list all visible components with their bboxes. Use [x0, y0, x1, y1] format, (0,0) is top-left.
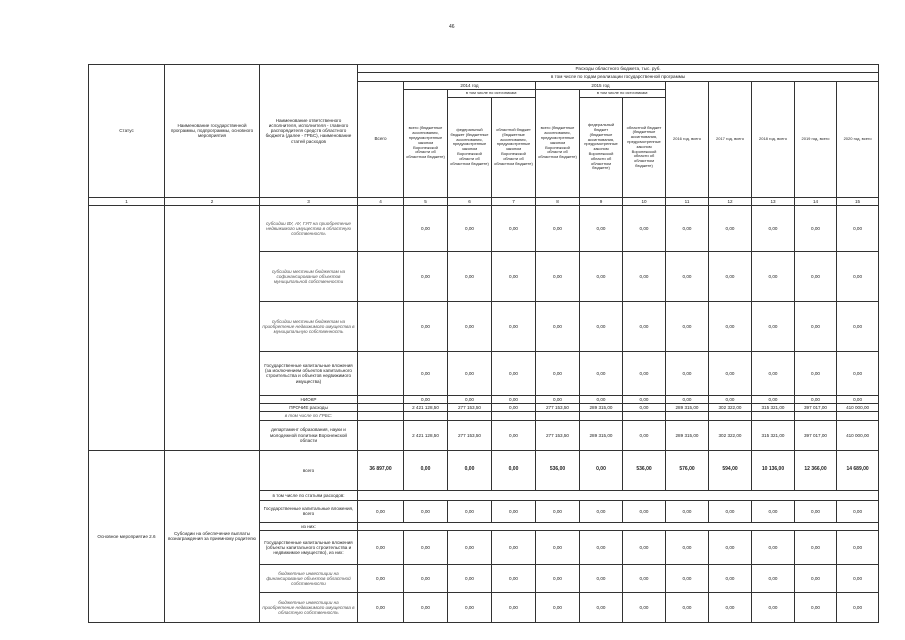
measure-value-cell: 0,00 — [492, 450, 536, 490]
value-cell: 2 421 128,50 — [404, 404, 448, 412]
measure-value-cell: 0,00 — [666, 593, 709, 623]
measure-value-cell: 0,00 — [448, 500, 492, 522]
header-executor: Наименование ответственного исполнителя, исполнителя - главного распорядителя средств областного бюджета (далее - ГРБС), наименование статей расходов — [260, 65, 358, 198]
header-2019: 2019 год, всего — [795, 81, 837, 197]
measure-value-cell: 0,00 — [795, 531, 837, 565]
row-label: Государственные капитальные вложения (за исключением объектов капитального строительства и объектов недвижимого имущества) — [260, 351, 358, 395]
value-cell: 0,00 — [536, 251, 580, 301]
measure-value-cell: 0,00 — [536, 531, 580, 565]
measure-value-cell: 0,00 — [580, 450, 623, 490]
measure-value-cell: 0,00 — [837, 531, 879, 565]
measure-value-cell: 0,00 — [580, 565, 623, 593]
value-cell: 302 322,00 — [709, 420, 752, 450]
header-year-2014: 2014 год — [404, 81, 536, 89]
value-cell: 0,00 — [492, 301, 536, 351]
total-cell — [358, 351, 404, 395]
total-cell — [358, 404, 404, 412]
value-cell: 0,00 — [666, 301, 709, 351]
value-cell: 2 421 128,50 — [404, 420, 448, 450]
measure-value-cell: 0,00 — [709, 593, 752, 623]
value-cell: 0,00 — [795, 351, 837, 395]
value-cell: 0,00 — [837, 251, 879, 301]
value-cell: 0,00 — [795, 205, 837, 251]
value-cell: 0,00 — [536, 351, 580, 395]
value-cell: 315 321,00 — [752, 404, 795, 412]
value-cell: 0,00 — [623, 205, 666, 251]
value-cell: 0,00 — [837, 395, 879, 403]
measure-row-label: из них: — [260, 522, 358, 530]
column-number: 9 — [580, 197, 623, 205]
value-cell: 0,00 — [623, 420, 666, 450]
column-numbers-row — [89, 197, 879, 205]
header-2014-federal: федеральный бюджет (бюджетные ассигнования, предусмотренные законом Воронежской области об областном бюджете) — [448, 97, 492, 197]
value-cell: 0,00 — [492, 205, 536, 251]
value-cell: 0,00 — [404, 251, 448, 301]
value-cell: 289 315,00 — [580, 420, 623, 450]
measure-value-cell: 0,00 — [536, 500, 580, 522]
value-cell: 0,00 — [709, 395, 752, 403]
value-cell: 0,00 — [580, 301, 623, 351]
measure-value-cell: 0,00 — [358, 565, 404, 593]
header-2017: 2017 год, всего — [709, 81, 752, 197]
header-2015-sources: в том числе по источникам: — [580, 89, 666, 97]
table-row — [89, 205, 879, 251]
measure-value-cell: 0,00 — [580, 500, 623, 522]
column-number: 1 — [89, 197, 165, 205]
value-cell: 0,00 — [580, 251, 623, 301]
column-number: 12 — [709, 197, 752, 205]
value-cell: 0,00 — [709, 205, 752, 251]
measure-value-cell: 0,00 — [536, 593, 580, 623]
column-number: 3 — [260, 197, 358, 205]
column-number: 2 — [165, 197, 260, 205]
value-cell: 277 153,50 — [536, 420, 580, 450]
measure-value-cell: 0,00 — [837, 593, 879, 623]
value-cell: 0,00 — [795, 395, 837, 403]
value-cell — [492, 412, 536, 420]
value-cell: 410 000,00 — [837, 420, 879, 450]
measure-value-cell: 0,00 — [752, 565, 795, 593]
value-cell: 0,00 — [492, 395, 536, 403]
value-cell — [448, 412, 492, 420]
measure-value-cell: 0,00 — [492, 593, 536, 623]
value-cell: 0,00 — [752, 301, 795, 351]
value-cell: 289 315,00 — [666, 404, 709, 412]
value-cell: 0,00 — [837, 301, 879, 351]
measure-value-cell: 0,00 — [448, 531, 492, 565]
value-cell: 0,00 — [623, 404, 666, 412]
measure-row-label: всего — [260, 450, 358, 490]
measure-value-cell: 0,00 — [580, 531, 623, 565]
row-label: субсидии местным бюджетам на софинансирование объектов муниципальной собственности — [260, 251, 358, 301]
measure-value-cell: 0,00 — [536, 565, 580, 593]
header-year-2015: 2015 год — [536, 81, 666, 89]
value-cell: 0,00 — [666, 205, 709, 251]
measure-value-cell: 0,00 — [448, 565, 492, 593]
measure-value-cell: 0,00 — [837, 565, 879, 593]
value-cell: 0,00 — [623, 395, 666, 403]
measure-value-cell: 0,00 — [666, 531, 709, 565]
value-cell: 277 153,50 — [536, 404, 580, 412]
status-cell — [89, 205, 165, 450]
value-cell: 0,00 — [492, 404, 536, 412]
total-cell — [358, 301, 404, 351]
value-cell: 0,00 — [623, 251, 666, 301]
measure-value-cell: 0,00 — [492, 565, 536, 593]
value-cell: 0,00 — [536, 205, 580, 251]
value-cell: 0,00 — [709, 351, 752, 395]
value-cell — [795, 412, 837, 420]
row-label: НИОКР — [260, 395, 358, 403]
value-cell: 0,00 — [580, 395, 623, 403]
measure-value-cell: 0,00 — [752, 531, 795, 565]
header-2014-regional: областной бюджет (бюджетные ассигнования, предусмотренные законом Воронежской области об областном бюджете) — [492, 97, 536, 197]
measure-value-cell: 0,00 — [752, 593, 795, 623]
column-number: 6 — [448, 197, 492, 205]
row-label: в том числе по ГРБС: — [260, 412, 358, 420]
measure-value-cell: 0,00 — [623, 500, 666, 522]
total-cell — [358, 420, 404, 450]
header-2015-regional: областной бюджет (бюджетные ассигнования, предусмотренные законом Воронежской области об областном бюджете) — [623, 97, 666, 197]
value-cell: 277 153,50 — [448, 420, 492, 450]
value-cell: 0,00 — [580, 205, 623, 251]
value-cell: 0,00 — [404, 205, 448, 251]
measure-value-cell: 576,00 — [666, 450, 709, 490]
measure-value-cell: 0,00 — [404, 450, 448, 490]
value-cell: 0,00 — [623, 301, 666, 351]
measure-value-cell: 14 689,00 — [837, 450, 879, 490]
measure-name: Субсидии на обеспечение выплаты вознаграждения за приемному родителю — [165, 450, 260, 622]
header-total: Всего — [358, 81, 404, 197]
header-2014-total: всего (бюджетные ассигнования, предусмотренные законом Воронежской области об областном бюджете) — [404, 89, 448, 197]
value-cell: 397 017,00 — [795, 404, 837, 412]
value-cell — [837, 412, 879, 420]
value-cell — [752, 412, 795, 420]
budget-table — [88, 64, 879, 623]
header-2015-total: всего (бюджетные ассигнования, предусмотренные законом Воронежской области об областном бюджете) — [536, 89, 580, 197]
header-status: Статус — [89, 65, 165, 198]
column-number: 7 — [492, 197, 536, 205]
value-cell: 0,00 — [752, 251, 795, 301]
column-number: 14 — [795, 197, 837, 205]
value-cell: 0,00 — [752, 395, 795, 403]
total-cell — [358, 395, 404, 403]
value-cell: 0,00 — [448, 251, 492, 301]
measure-status: Основное мероприятие 2.6 — [89, 450, 165, 622]
value-cell: 0,00 — [666, 351, 709, 395]
column-number: 11 — [666, 197, 709, 205]
total-cell — [358, 251, 404, 301]
measure-value-cell: 0,00 — [448, 450, 492, 490]
measure-value-cell: 0,00 — [358, 593, 404, 623]
value-cell: 0,00 — [795, 301, 837, 351]
column-number: 8 — [536, 197, 580, 205]
header-program-name: Наименование государственной программы, подпрограммы, основного мероприятия — [165, 65, 260, 198]
measure-value-cell: 0,00 — [404, 593, 448, 623]
total-cell — [358, 205, 404, 251]
total-cell — [358, 412, 404, 420]
measure-value-cell: 10 136,00 — [752, 450, 795, 490]
measure-value-cell: 0,00 — [404, 531, 448, 565]
empty-span-cell — [358, 490, 879, 500]
measure-value-cell: 0,00 — [623, 531, 666, 565]
measure-row-label: бюджетные инвестиции на финансирование объектов областной собственности — [260, 565, 358, 593]
measure-value-cell: 0,00 — [709, 500, 752, 522]
measure-value-cell: 36 897,00 — [358, 450, 404, 490]
measure-row — [89, 450, 879, 490]
header-2015-federal: федеральный бюджет (бюджетные ассигнования, предусмотренные законом Воронежской области об областном бюджете) — [580, 97, 623, 197]
column-number: 5 — [404, 197, 448, 205]
value-cell — [666, 412, 709, 420]
row-label: ПРОЧИЕ расходы — [260, 404, 358, 412]
row-label: департамент образования, науки и молодежной политики Воронежской области — [260, 420, 358, 450]
value-cell — [709, 412, 752, 420]
value-cell: 0,00 — [448, 301, 492, 351]
value-cell — [623, 412, 666, 420]
measure-value-cell: 0,00 — [448, 593, 492, 623]
value-cell: 0,00 — [666, 395, 709, 403]
measure-value-cell: 0,00 — [709, 565, 752, 593]
measure-row-label: бюджетные инвестиции на приобретение недвижимого имущества в областную собственность — [260, 593, 358, 623]
column-number: 10 — [623, 197, 666, 205]
value-cell: 315 321,00 — [752, 420, 795, 450]
row-label: субсидии местным бюджетам на приобретение недвижимого имущества в муниципальную собственность — [260, 301, 358, 351]
value-cell: 302 322,00 — [709, 404, 752, 412]
page-number: 46 — [449, 24, 455, 30]
measure-value-cell: 0,00 — [623, 593, 666, 623]
measure-value-cell: 536,00 — [536, 450, 580, 490]
value-cell: 0,00 — [837, 205, 879, 251]
value-cell: 0,00 — [448, 205, 492, 251]
column-number: 4 — [358, 197, 404, 205]
header-2016: 2016 год, всего — [666, 81, 709, 197]
value-cell: 0,00 — [709, 251, 752, 301]
row-label: субсидии ВУ, АУ, ГУП на приобретение недвижимого имущества в областную собственность — [260, 205, 358, 251]
measure-value-cell: 0,00 — [666, 565, 709, 593]
measure-row-label: Государственные капитальные вложения, всего — [260, 500, 358, 522]
value-cell: 0,00 — [623, 351, 666, 395]
value-cell: 0,00 — [492, 351, 536, 395]
value-cell: 0,00 — [404, 395, 448, 403]
value-cell: 0,00 — [837, 351, 879, 395]
value-cell: 0,00 — [795, 251, 837, 301]
measure-value-cell: 12 366,00 — [795, 450, 837, 490]
value-cell: 0,00 — [580, 351, 623, 395]
value-cell: 0,00 — [492, 420, 536, 450]
value-cell — [536, 412, 580, 420]
measure-value-cell: 0,00 — [795, 593, 837, 623]
measure-value-cell: 0,00 — [623, 565, 666, 593]
value-cell: 410 000,00 — [837, 404, 879, 412]
value-cell: 0,00 — [492, 251, 536, 301]
measure-value-cell: 0,00 — [404, 500, 448, 522]
header-2018: 2018 год, всего — [752, 81, 795, 197]
measure-value-cell: 0,00 — [752, 500, 795, 522]
value-cell: 289 315,00 — [666, 420, 709, 450]
program-cell — [165, 205, 260, 450]
value-cell: 0,00 — [536, 395, 580, 403]
measure-value-cell: 0,00 — [358, 531, 404, 565]
value-cell: 0,00 — [404, 301, 448, 351]
measure-value-cell: 594,00 — [709, 450, 752, 490]
measure-value-cell: 0,00 — [666, 500, 709, 522]
value-cell: 0,00 — [404, 351, 448, 395]
measure-value-cell: 0,00 — [492, 500, 536, 522]
measure-value-cell: 0,00 — [580, 593, 623, 623]
value-cell: 289 315,00 — [580, 404, 623, 412]
empty-span-cell — [358, 522, 879, 530]
column-number: 13 — [752, 197, 795, 205]
measure-value-cell: 536,00 — [623, 450, 666, 490]
header-2014-sources: в том числе по источникам: — [448, 89, 536, 97]
column-number: 15 — [837, 197, 879, 205]
measure-row-label: Государственные капитальные вложения (объекты капитального строительства и недвижимое имущество), из них: — [260, 531, 358, 565]
value-cell — [404, 412, 448, 420]
measure-value-cell: 0,00 — [404, 565, 448, 593]
measure-value-cell: 0,00 — [837, 500, 879, 522]
value-cell: 397 017,00 — [795, 420, 837, 450]
measure-value-cell: 0,00 — [795, 500, 837, 522]
value-cell: 0,00 — [448, 351, 492, 395]
value-cell: 0,00 — [752, 205, 795, 251]
measure-value-cell: 0,00 — [709, 531, 752, 565]
measure-row-label: в том числе по статьям расходов: — [260, 490, 358, 500]
value-cell: 0,00 — [448, 395, 492, 403]
value-cell: 0,00 — [752, 351, 795, 395]
header-expenses-title: Расходы областного бюджета, тыс. руб. — [358, 65, 879, 73]
value-cell: 277 153,50 — [448, 404, 492, 412]
value-cell: 0,00 — [536, 301, 580, 351]
value-cell: 0,00 — [666, 251, 709, 301]
header-expenses-sub: в том числе по годам реализации государственной программы — [358, 73, 879, 81]
measure-value-cell: 0,00 — [795, 565, 837, 593]
measure-value-cell: 0,00 — [492, 531, 536, 565]
value-cell — [580, 412, 623, 420]
header-2020: 2020 год, всего — [837, 81, 879, 197]
value-cell: 0,00 — [709, 301, 752, 351]
measure-value-cell: 0,00 — [358, 500, 404, 522]
